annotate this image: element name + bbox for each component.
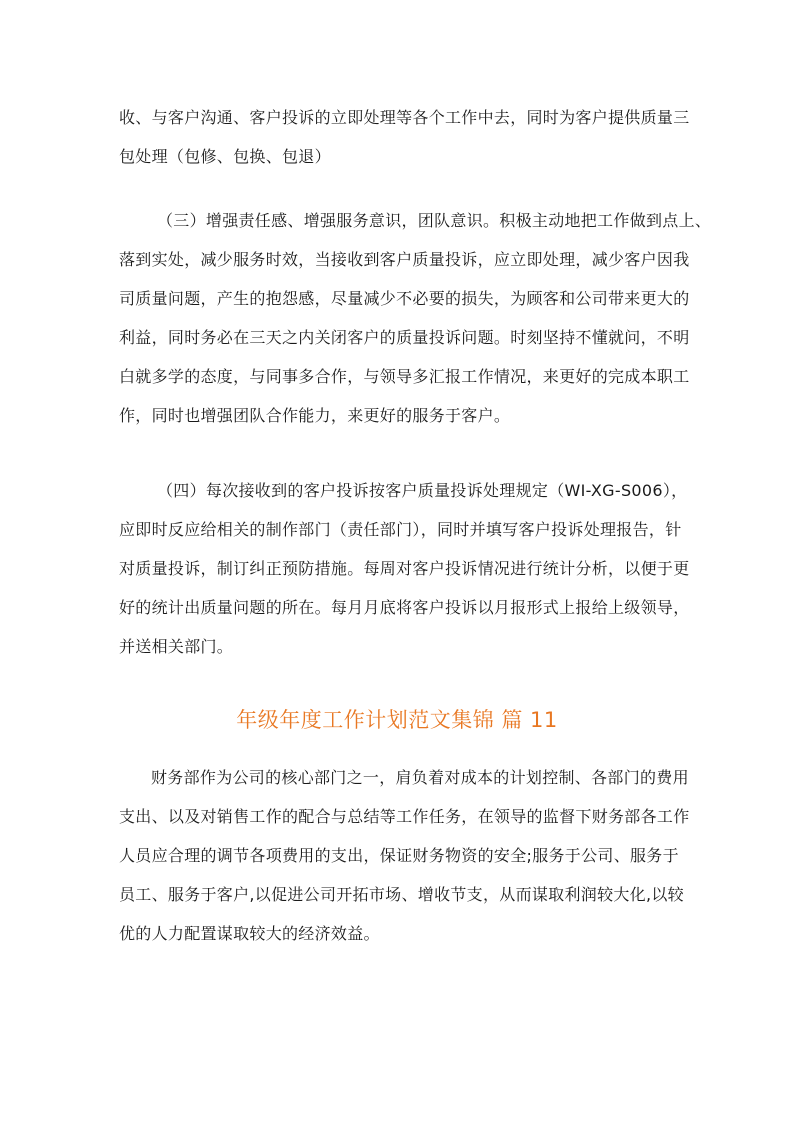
paragraph-finance	[119, 758, 690, 953]
paragraph-continuation	[119, 98, 690, 176]
text-line: 财务部作为公司的核心部门之一，肩负着对成本的计划控制、各部门的费用	[151, 768, 689, 787]
text-line: 司质量问题，产生的抱怨感，尽量减少不必要的损失，为顾客和公司带来更大的	[119, 289, 690, 308]
text-line: 优的人力配置谋取较大的经济效益。	[119, 924, 380, 943]
text-line: 包处理（包修、包换、包退）	[119, 147, 331, 166]
paragraph-section-4	[119, 471, 690, 666]
text-line: 作，同时也增强团队合作能力，来更好的服务于客户。	[119, 406, 511, 425]
text-line: 并送相关部门。	[119, 637, 234, 656]
text-line: 员工、服务于客户,以促进公司开拓市场、增收节支，从而谋取利润较大化,以较	[119, 885, 684, 904]
text-line: 应即时反应给相关的制作部门（责任部门），同时并填写客户投诉处理报告，针	[119, 520, 682, 539]
text-line: 对质量投诉，制订纠正预防措施。每周对客户投诉情况进行统计分析，以便于更	[119, 559, 690, 578]
text-line: （三）增强责任感、增强服务意识，团队意识。积极主动地把工作做到点上、	[157, 211, 712, 230]
text-line: （四）每次接收到的客户投诉按客户质量投诉处理规定（WI-XG-S006），	[157, 481, 688, 500]
text-line: 好的统计出质量问题的所在。每月月底将客户投诉以月报形式上报给上级领导，	[119, 598, 690, 617]
section-heading: 年级年度工作计划范文集锦 篇 11	[236, 708, 558, 732]
text-line: 收、与客户沟通、客户投诉的立即处理等各个工作中去，同时为客户提供质量三	[119, 108, 690, 127]
text-line: 人员应合理的调节各项费用的支出，保证财务物资的安全;服务于公司、服务于	[119, 846, 679, 865]
paragraph-section-3	[119, 201, 712, 435]
text-line: 落到实处，减少服务时效，当接收到客户质量投诉，应立即处理，减少客户因我	[119, 250, 690, 269]
text-line: 支出、以及对销售工作的配合与总结等工作任务，在领导的监督下财务部各工作	[119, 807, 690, 826]
text-line: 利益，同时务必在三天之内关闭客户的质量投诉问题。时刻坚持不懂就问，不明	[119, 328, 690, 347]
text-line: 白就多学的态度，与同事多合作，与领导多汇报工作情况，来更好的完成本职工	[119, 367, 690, 386]
